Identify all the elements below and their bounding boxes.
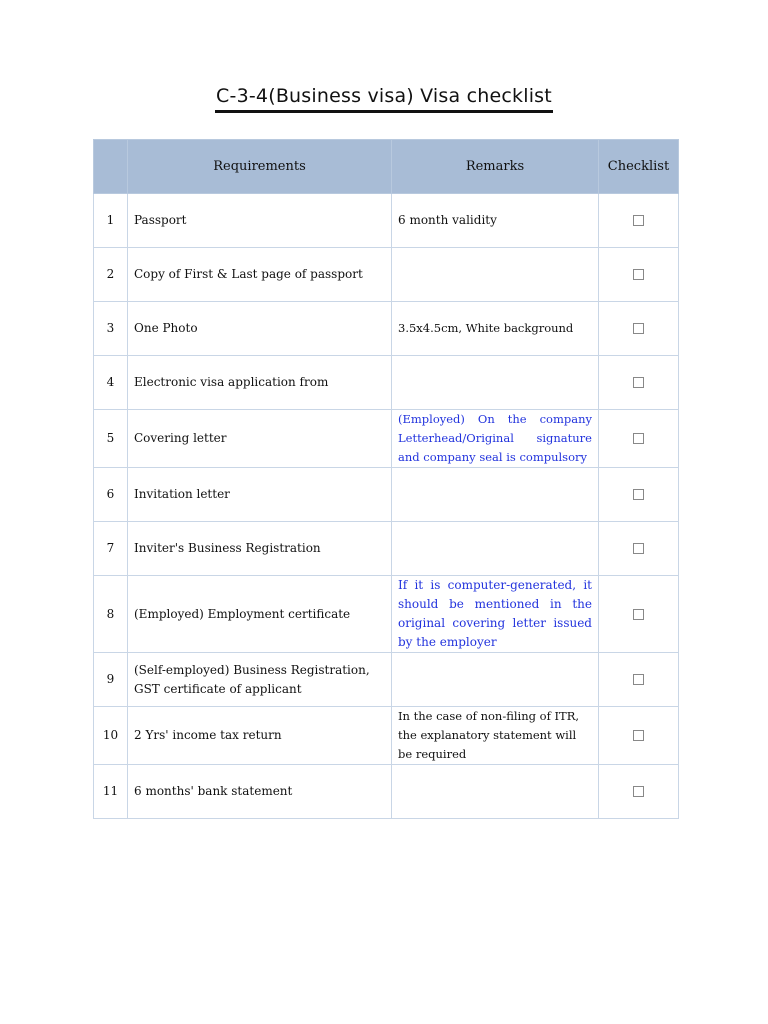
table-row [94,576,679,653]
checkbox-cell [599,356,679,410]
table-row [94,468,679,522]
row-number: 1 [94,194,128,248]
empty-checkbox-icon[interactable] [633,489,644,500]
remark-cell: 6 month validity [392,194,599,248]
remark-cell: 3.5x4.5cm, White background [392,302,599,356]
remark-cell: In the case of non-filing of ITR, the explanatory statement will be required [392,707,599,765]
remark-cell [392,653,599,707]
title-wrap [0,84,768,113]
requirement-cell: Covering letter [128,410,392,468]
checklist-table [93,139,679,819]
checkbox-cell [599,468,679,522]
table-row [94,653,679,707]
table-row [94,248,679,302]
requirement-cell: Electronic visa application from [128,356,392,410]
row-number: 2 [94,248,128,302]
table-header-row [94,140,679,194]
page-title: C-3-4(Business visa) Visa checklist [215,84,553,113]
empty-checkbox-icon[interactable] [633,543,644,554]
row-number: 9 [94,653,128,707]
row-number: 8 [94,576,128,653]
row-number: 10 [94,707,128,765]
row-number: 5 [94,410,128,468]
checkbox-cell [599,653,679,707]
requirement-cell: 6 months' bank statement [128,765,392,819]
checkbox-cell [599,410,679,468]
header-number [94,140,128,194]
checkbox-cell [599,302,679,356]
requirement-cell: (Self-employed) Business Registration, GST certificate of applicant [128,653,392,707]
table-row [94,522,679,576]
checkbox-cell [599,522,679,576]
table-row [94,765,679,819]
remark-cell [392,356,599,410]
requirement-cell: Copy of First & Last page of passport [128,248,392,302]
requirement-cell: Invitation letter [128,468,392,522]
remark-cell [392,248,599,302]
empty-checkbox-icon[interactable] [633,215,644,226]
table-row [94,302,679,356]
checkbox-cell [599,194,679,248]
empty-checkbox-icon[interactable] [633,269,644,280]
checkbox-cell [599,248,679,302]
row-number: 7 [94,522,128,576]
remark-cell: If it is computer-generated, it should be mentioned in the original covering letter issued by the employer [392,576,599,653]
table-row [94,707,679,765]
checkbox-cell [599,765,679,819]
requirement-cell: Passport [128,194,392,248]
row-number: 11 [94,765,128,819]
row-number: 4 [94,356,128,410]
header-checklist: Checklist [599,140,679,194]
row-number: 3 [94,302,128,356]
empty-checkbox-icon[interactable] [633,730,644,741]
remark-cell [392,522,599,576]
empty-checkbox-icon[interactable] [633,433,644,444]
empty-checkbox-icon[interactable] [633,609,644,620]
requirement-cell: Inviter's Business Registration [128,522,392,576]
requirement-cell: One Photo [128,302,392,356]
checkbox-cell [599,707,679,765]
remark-cell [392,468,599,522]
requirement-cell: 2 Yrs' income tax return [128,707,392,765]
header-requirements: Requirements [128,140,392,194]
empty-checkbox-icon[interactable] [633,323,644,334]
table-row [94,356,679,410]
empty-checkbox-icon[interactable] [633,786,644,797]
header-remarks: Remarks [392,140,599,194]
remark-cell [392,765,599,819]
table-row [94,194,679,248]
table-row [94,410,679,468]
row-number: 6 [94,468,128,522]
remark-cell: (Employed) On the company Letterhead/Original signature and company seal is compulsory [392,410,599,468]
empty-checkbox-icon[interactable] [633,674,644,685]
requirement-cell: (Employed) Employment certificate [128,576,392,653]
empty-checkbox-icon[interactable] [633,377,644,388]
checkbox-cell [599,576,679,653]
